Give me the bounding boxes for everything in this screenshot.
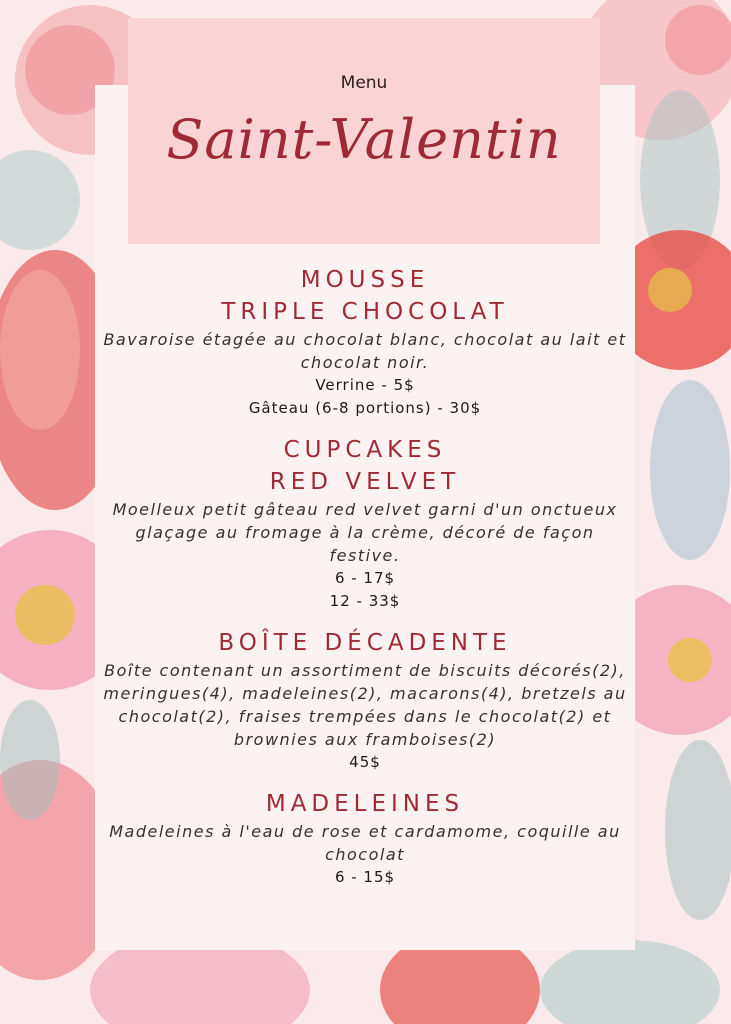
menu-label: Menu: [340, 73, 388, 93]
section-price: Gâteau (6-8 portions) - 30$: [248, 399, 482, 417]
menu-section-boite: [100, 627, 630, 774]
menu-title: Saint-Valentin: [166, 108, 562, 171]
section-description: Boîte contenant un assortiment de biscuits décorés(2), meringues(4), madeleines(2), macarons(4), bretzels au chocolat(2), fraises trempées dans le chocolat(2) et brownies aux framboises(2): [103, 661, 627, 749]
menu-section-madeleines: [100, 788, 630, 889]
section-title: BOÎTE DÉCADENTE: [218, 630, 512, 656]
section-title: MOUSSE: [300, 267, 430, 293]
section-price: Verrine - 5$: [315, 376, 415, 394]
menu-sections: [100, 264, 630, 889]
menu-section-cupcakes: [100, 434, 630, 613]
section-price: 6 - 15$: [334, 868, 396, 886]
menu-section-mousse: [100, 264, 630, 420]
section-description: Madeleines à l'eau de rose et cardamome, coquille au chocolat: [109, 822, 621, 864]
section-price: 6 - 17$: [334, 569, 396, 587]
section-title: RED VELVET: [269, 469, 461, 495]
section-title: TRIPLE CHOCOLAT: [221, 299, 509, 325]
section-price: 45$: [349, 753, 381, 771]
section-price: 12 - 33$: [329, 592, 401, 610]
section-title: CUPCAKES: [283, 437, 447, 463]
section-title: MADELEINES: [265, 791, 465, 817]
section-description: Bavaroise étagée au chocolat blanc, chocolat au lait et chocolat noir.: [103, 330, 627, 372]
section-description: Moelleux petit gâteau red velvet garni d'un onctueux glaçage au fromage à la crème, décoré de façon festive.: [112, 500, 618, 565]
